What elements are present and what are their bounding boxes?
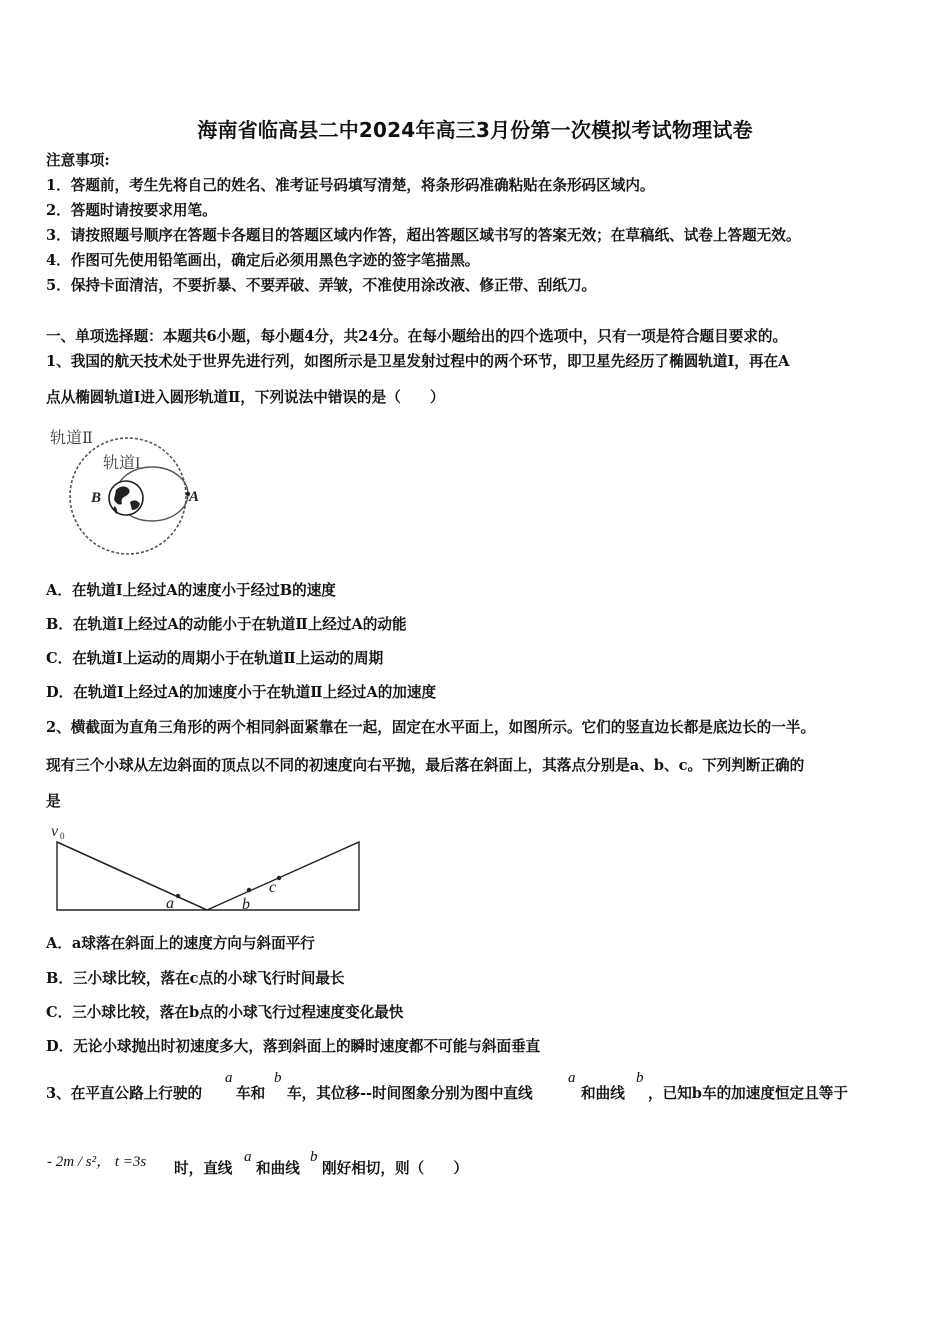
q1-option-c: C．在轨道I上运动的周期小于在轨道Ⅱ上运动的周期 <box>46 650 384 667</box>
orbit-1-label: 轨道I <box>103 455 141 472</box>
q2-stem-line3: 是 <box>46 793 61 810</box>
q2-option-c: C．三小球比较，落在b点的小球飞行过程速度变化最快 <box>46 1004 404 1021</box>
q1-option-b: B．在轨道I上经过A的动能小于在轨道Ⅱ上经过A的动能 <box>46 616 407 633</box>
q3-var-a2: a <box>568 1070 576 1086</box>
q3-stem-part7: 和曲线 <box>256 1160 300 1177</box>
orbit-2-label: 轨道Ⅱ <box>50 430 93 447</box>
q2-incline-figure <box>46 822 366 916</box>
q1-orbit-figure <box>46 424 200 564</box>
q3-stem-part1: 3、在平直公路上行驶的 <box>46 1085 203 1102</box>
q1-stem-line1: 1、我国的航天技术处于世界先进行列，如图所示是卫星发射过程中的两个环节，即卫星先经历了椭圆轨道I，再在A <box>46 353 790 370</box>
q3-stem-part3: 车，其位移--时间图象分别为图中直线 <box>287 1085 533 1102</box>
q1-option-d: D．在轨道I上经过A的加速度小于在轨道Ⅱ上经过A的加速度 <box>46 684 437 701</box>
point-b-label: B <box>91 490 102 506</box>
v0-label: v <box>51 823 59 840</box>
q3-stem-part2: 车和 <box>236 1085 266 1102</box>
q3-var-a: a <box>225 1070 233 1086</box>
q3-var-b: b <box>274 1070 282 1086</box>
q3-var-b3: b <box>310 1149 318 1165</box>
notice-item-2: 2．答题时请按要求用笔。 <box>46 202 217 219</box>
point-a-dot <box>176 894 180 898</box>
q1-option-a: A．在轨道I上经过A的速度小于经过B的速度 <box>46 582 336 599</box>
v0-subscript: 0 <box>60 831 65 841</box>
q2-stem-line1: 2、横截面为直角三角形的两个相同斜面紧靠在一起，固定在水平面上，如图所示。它们的竖直边长都是底边长的一半。 <box>46 719 816 736</box>
notice-heading: 注意事项: <box>46 152 110 169</box>
q3-stem-part4: 和曲线 <box>581 1085 625 1102</box>
section-heading: 一、单项选择题：本题共6小题，每小题4分，共24分。在每小题给出的四个选项中，只有一项是符合题目要求的。 <box>46 328 788 345</box>
q3-stem-part6: 时，直线 <box>174 1160 233 1177</box>
q3-stem-part5: ，已知b车的加速度恒定且等于 <box>648 1085 848 1102</box>
point-a-label: a <box>166 895 174 912</box>
point-c-dot <box>277 876 281 880</box>
page-title: 海南省临高县二中2024年高三3月份第一次模拟考试物理试卷 <box>197 118 753 142</box>
point-b-label: b <box>242 896 250 913</box>
q2-option-b: B．三小球比较，落在c点的小球飞行时间最长 <box>46 970 345 987</box>
q1-stem-line2: 点从椭圆轨道I进入圆形轨道Ⅱ，下列说法中错误的是（ ） <box>46 389 445 406</box>
q2-option-d: D．无论小球抛出时初速度多大，落到斜面上的瞬时速度都不可能与斜面垂直 <box>46 1038 541 1055</box>
point-a-label: A <box>189 489 200 505</box>
q3-var-b2: b <box>636 1070 644 1086</box>
q3-var-a3: a <box>244 1149 252 1165</box>
notice-item-3: 3．请按照题号顺序在答题卡各题目的答题区域内作答，超出答题区域书写的答案无效；在草稿纸、试卷上答题无效。 <box>46 227 801 244</box>
notice-item-5: 5．保持卡面清洁，不要折暴、不要弄破、弄皱，不准使用涂改液、修正带、刮纸刀。 <box>46 277 597 294</box>
notice-item-4: 4．作图可先使用铅笔画出，确定后必须用黑色字迹的签字笔描黑。 <box>46 252 480 269</box>
point-c-label: c <box>269 879 277 896</box>
point-b-dot <box>247 888 251 892</box>
q3-stem-part8: 刚好相切，则（ ） <box>322 1160 468 1177</box>
q3-math-expression: - 2m / s²， t =3s <box>47 1154 147 1170</box>
notice-item-1: 1．答题前，考生先将自己的姓名、准考证号码填写清楚，将条形码准确粘贴在条形码区域内。 <box>46 177 655 194</box>
q2-option-a: A．a球落在斜面上的速度方向与斜面平行 <box>46 935 315 952</box>
q2-stem-line2: 现有三个小球从左边斜面的顶点以不同的初速度向右平抛，最后落在斜面上，其落点分别是a、b、c。下列判断正确的 <box>46 757 805 774</box>
inclines-outline <box>57 842 359 910</box>
